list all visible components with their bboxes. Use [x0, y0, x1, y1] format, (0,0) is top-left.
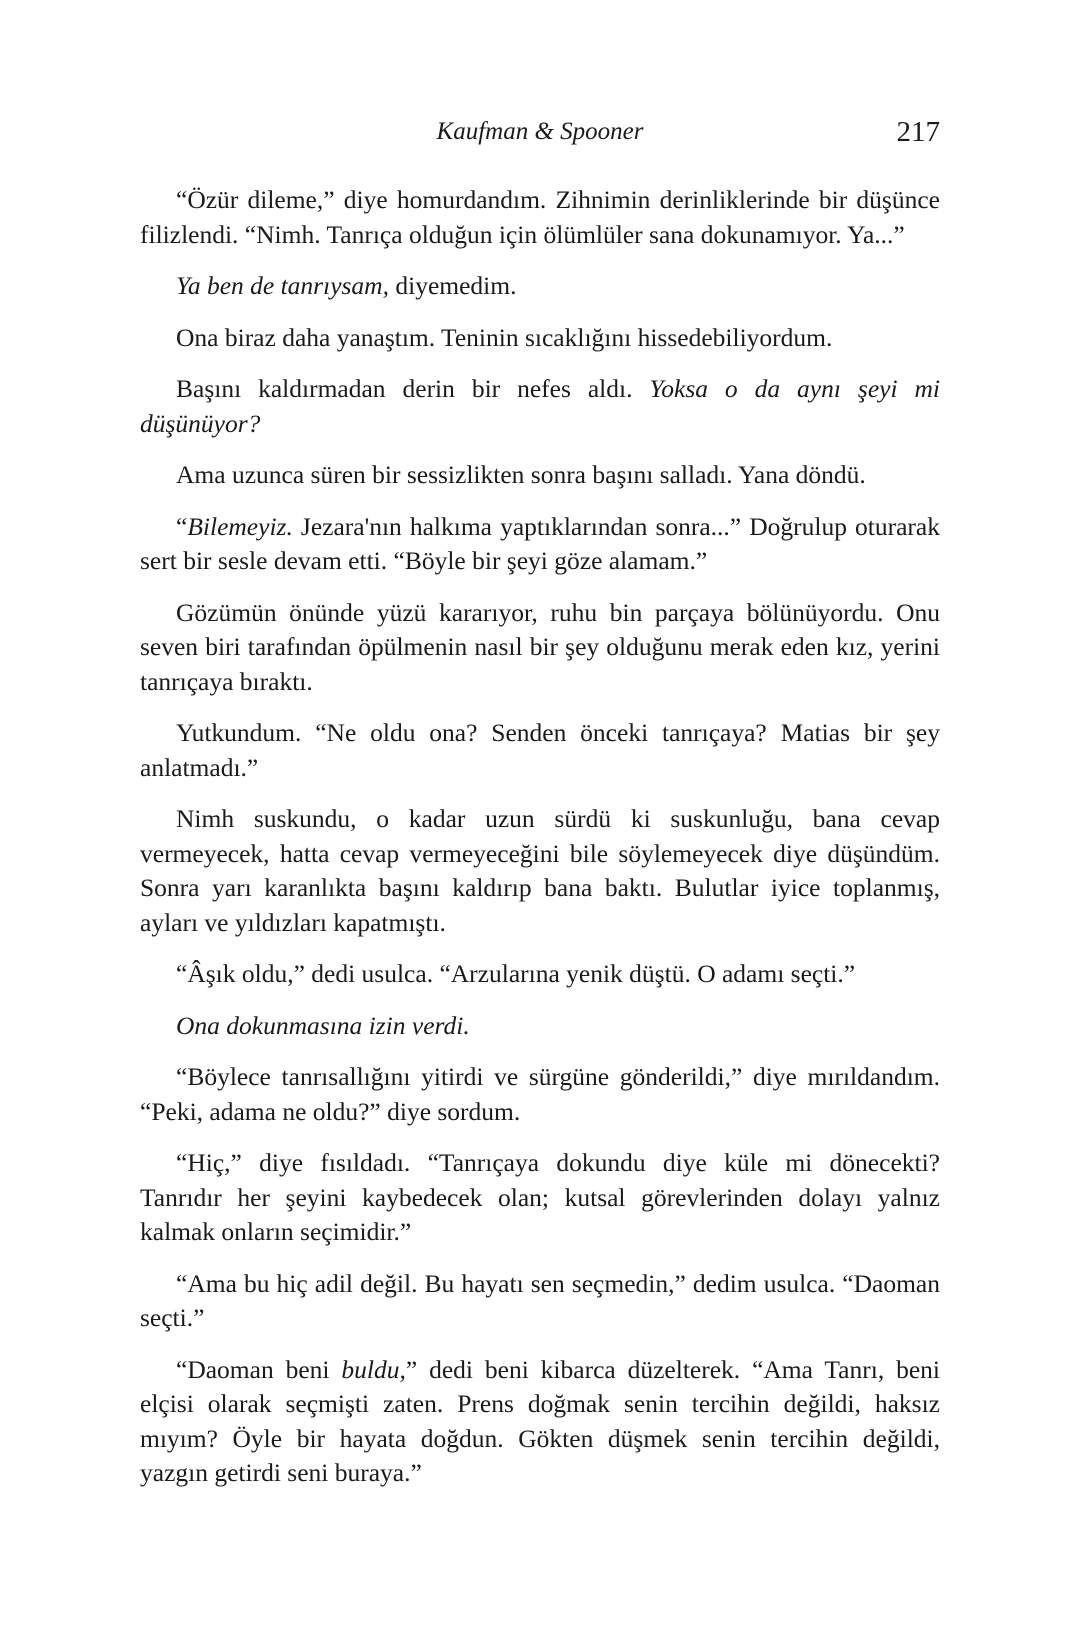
page-number: 217 — [896, 116, 940, 148]
paragraph-9: Nimh suskundu, o kadar uzun sürdü ki suskunluğu, bana cevap vermeyecek, hatta cevap vermeyeceğini bile söylemeyecek diye düşündüm. Sonra yarı karanlıkta başını kaldırıp bana baktı. Bulutlar iyice toplanmış, ayları ve yıldızları kapatmıştı. — [140, 804, 940, 937]
paragraph-1: “Özür dileme,” diye homurdandım. Zihnimin derinliklerinde bir düşünce filizlendi. “Nimh. Tanrıça olduğun için ölümlüler sana dokunamıyor. Ya...” — [140, 185, 940, 249]
paragraph-8: Yutkundum. “Ne oldu ona? Senden önceki tanrıçaya? Matias bir şey anlatmadı.” — [140, 718, 940, 782]
paragraph-4: Başını kaldırmadan derin bir nefes aldı. Yoksa o da aynı şeyi mi düşünüyor? — [140, 374, 940, 438]
paragraph-5: Ama uzunca süren bir sessizlikten sonra başını salladı. Yana döndü. — [176, 460, 866, 489]
paragraph-14: “Ama bu hiç adil değil. Bu hayatı sen seçmedin,” dedim usulca. “Daoman seçti.” — [140, 1268, 940, 1332]
running-title: Kaufman & Spooner — [436, 118, 644, 145]
paragraph-3: Ona biraz daha yanaştım. Teninin sıcaklığını hissedebiliyordum. — [176, 322, 833, 352]
body-text — [140, 183, 940, 1508]
paragraph-11: Ona dokunmasına izin verdi. — [176, 1010, 470, 1040]
paragraph-15: “Daoman beni buldu,” dedi beni kibarca düzelterek. “Ama Tanrı, beni elçisi olarak seçmişti zaten. Prens doğmak senin tercihin değildi, haksız mıyım? Öyle bir hayata doğdun. Gökten düşmek senin tercihin değildi, yazgın getirdi seni buraya.” — [140, 1354, 941, 1487]
paragraph-2: Ya ben de tanrıysam, diyemedim. — [176, 271, 517, 300]
paragraph-10: “Âşık oldu,” dedi usulca. “Arzularına yenik düştü. O adamı seçti.” — [176, 959, 856, 988]
running-header — [140, 112, 940, 152]
paragraph-7: Gözümün önünde yüzü kararıyor, ruhu bin parçaya bölünüyordu. Onu seven biri tarafından öpülmenin nasıl bir şey olduğunu merak eden kız, yerini tanrıçaya bıraktı. — [140, 597, 940, 696]
paragraph-12: “Böylece tanrısallığını yitirdi ve sürgüne gönderildi,” diye mırıldandım. “Peki, adama ne oldu?” diye sordum. — [140, 1062, 940, 1126]
paragraph-13: “Hiç,” diye fısıldadı. “Tanrıçaya dokundu diye küle mi dönecekti? Tanrıdır her şeyini kaybedecek olan; kutsal görevlerinden dolayı yalnız kalmak onların seçimidir.” — [140, 1148, 940, 1246]
paragraph-6: “Bilemeyiz. Jezara'nın halkıma yaptıklarından sonra...” Doğrulup oturarak sert bir sesle devam etti. “Böyle bir şeyi göze alamam.” — [140, 511, 940, 575]
